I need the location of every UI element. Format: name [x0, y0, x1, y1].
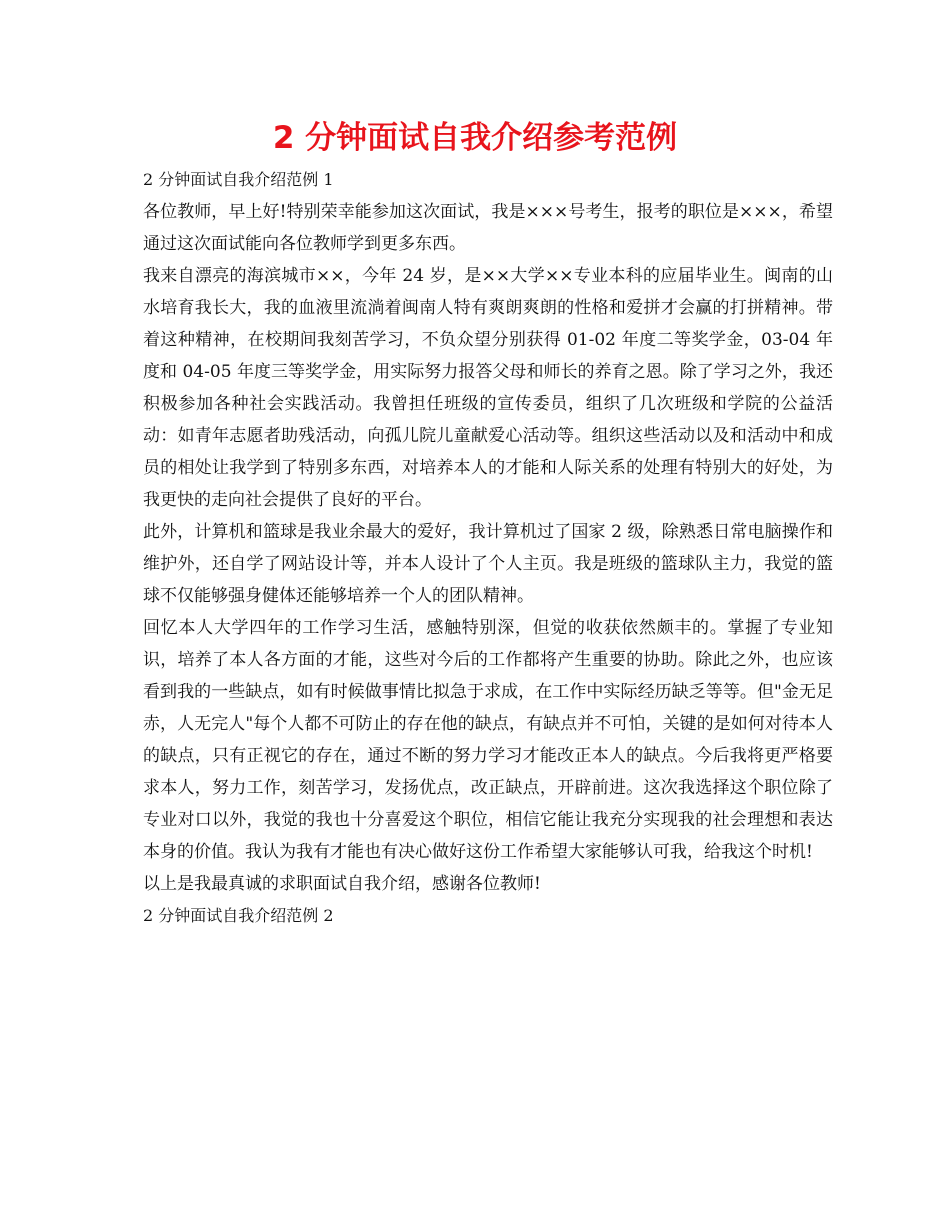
paragraph-hobbies: 此外，计算机和篮球是我业余最大的爱好，我计算机过了国家 2 级，除熟悉日常电脑操作和维护外，还自学了网站设计等，并本人设计了个人主页。我是班级的篮球队主力，我觉的篮球不仅能够强身健体还能够培养一个人的团队精神。	[143, 522, 833, 606]
paragraph-greeting: 各位教师，早上好!特别荣幸能参加这次面试，我是×××号考生，报考的职位是×××，希望通过这次面试能向各位教师学到更多东西。	[143, 202, 833, 254]
paragraph-reflection: 回忆本人大学四年的工作学习生活，感触特别深，但觉的收获依然颇丰的。掌握了专业知识，培养了本人各方面的才能，这些对今后的工作都将产生重要的协助。除此之外，也应该看到我的一些缺点，如有时候做事情比拟急于求成，在工作中实际经历缺乏等等。但"金无足赤，人无完人"每个人都不可防止的存在他的缺点，有缺点并不可怕，关键的是如何对待本人的缺点，只有正视它的存在，通过不断的努力学习才能改正本人的缺点。今后我将更严格要求本人，努力工作，刻苦学习，发扬优点，改正缺点，开辟前进。这次我选择这个职位除了专业对口以外，我觉的我也十分喜爱这个职位，相信它能让我充分实现我的社会理想和表达本身的价值。我认为我有才能也有决心做好这份工作希望大家能够认可我，给我这个时机!	[143, 618, 833, 862]
document-body	[143, 164, 833, 932]
section-heading-1: 2 分钟面试自我介绍范例 1	[143, 170, 334, 189]
paragraph-background: 我来自漂亮的海滨城市××，今年 24 岁，是××大学××专业本科的应届毕业生。闽南的山水培育我长大，我的血液里流淌着闽南人特有爽朗爽朗的性格和爱拼才会赢的打拼精神。带着这种精神，在校期间我刻苦学习，不负众望分别获得 01-02 年度二等奖学金，03-04 年度和 04-05 年度三等奖学金，用实际努力报答父母和师长的养育之恩。除了学习之外，我还积极参加各种社会实践活动。我曾担任班级的宣传委员，组织了几次班级和学院的公益活动：如青年志愿者助残活动，向孤儿院儿童献爱心活动等。组织这些活动以及和活动中和成员的相处让我学到了特别多东西，对培养本人的才能和人际关系的处理有特别大的好处，为我更快的走向社会提供了良好的平台。	[143, 266, 833, 510]
document-title: 2 分钟面试自我介绍参考范例	[272, 120, 678, 156]
paragraph-closing: 以上是我最真诚的求职面试自我介绍，感谢各位教师!	[143, 874, 541, 894]
section-heading-2: 2 分钟面试自我介绍范例 2	[143, 906, 334, 925]
